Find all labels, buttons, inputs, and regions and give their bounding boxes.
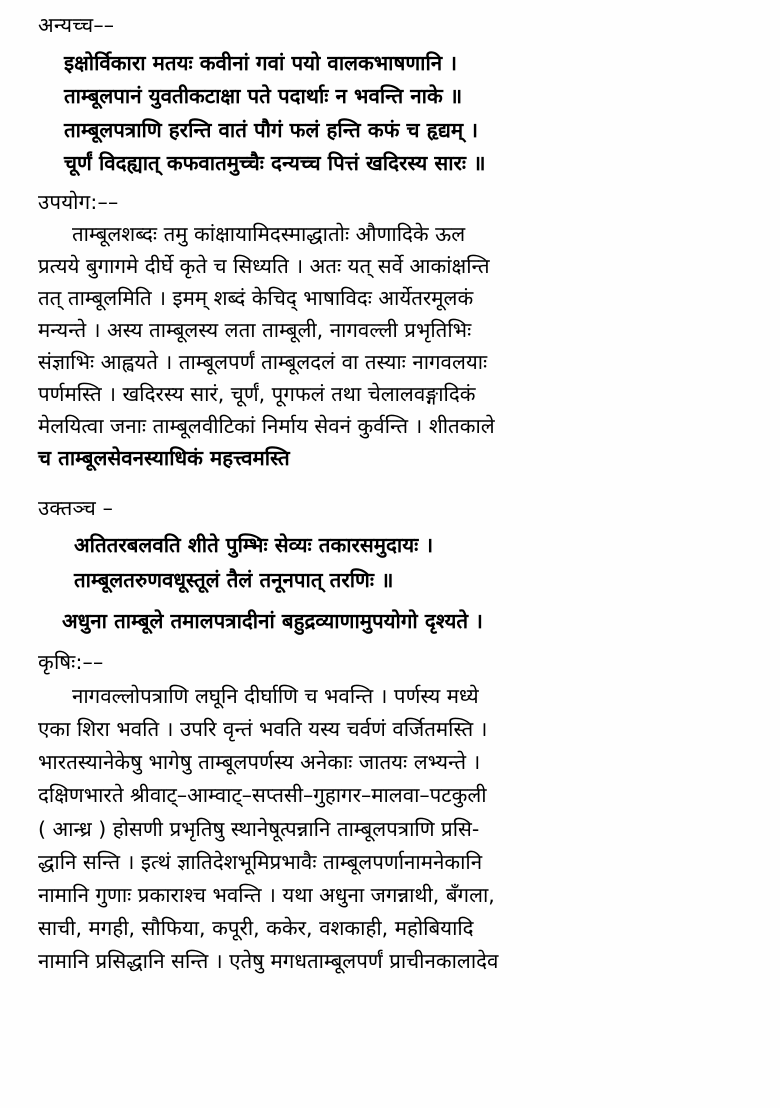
heading-uktam: उक्तञ्च – bbox=[38, 495, 114, 520]
prose-line: द्धानि सन्ति । इत्थं ज्ञातिदेशभूमिप्रभावैः ताम्बूलपर्णानामनेकानि bbox=[38, 849, 483, 874]
heading-krishi: कृषिः:–– bbox=[38, 650, 104, 675]
prose-line: मन्यन्ते । अस्य ताम्बूलस्य लता ताम्बूली, नागवल्ली प्रभृतिभिः bbox=[38, 318, 472, 342]
spacer bbox=[38, 181, 750, 189]
prose-line: भारतस्यानेकेषु भागेषु ताम्बूलपर्णस्य अनेकाः जातयः लभ्यन्ते । bbox=[38, 750, 481, 775]
prose-line: दक्षिणभारते श्रीवाट्–आम्वाट्–सप्तसी–गुहागर–मालवा–पटकुली bbox=[38, 783, 487, 808]
prose-line: साची, मगही, सौफिया, कपूरी, ककेर, वशकाही, महोबियादि bbox=[38, 916, 474, 941]
spacer bbox=[38, 475, 750, 493]
prose-line: तत् ताम्बूलमिति । इमम् शब्दं केचिद् भाषाविदः आर्येतरमूलकं bbox=[38, 286, 474, 311]
verse-block-uktam bbox=[74, 529, 750, 597]
prose-line: पर्णमस्ति । खदिरस्य सारं, चूर्णं, पूगफलं तथा चेलालवङ्गादिकं bbox=[38, 381, 476, 406]
prose-line: च ताम्बूलसेवनस्याधिकं महत्त्वमस्ति bbox=[38, 445, 290, 470]
prose-block-upayoga bbox=[38, 219, 750, 475]
prose-line: संज्ञाभिः आह्वयते । ताम्बूलपर्णं ताम्बूलदलं वा तस्याः नागवलयाः bbox=[38, 349, 488, 374]
verse-line: अतितरबलवति शीते पुम्भिः सेव्यः तकारसमुदायः । bbox=[74, 533, 434, 558]
prose-line: मेलयित्वा जनाः ताम्बूलवीटिकां निर्माय सेवनं कुर्वन्ति । शीतकाले bbox=[38, 413, 495, 438]
prose-line: ( आन्ध्र ) होसणी प्रभृतिषु स्थानेषूत्पन्नानि ताम्बूलपत्राणि प्रसि- bbox=[38, 816, 480, 841]
verse-line: ताम्बूलपत्राणि हरन्ति वातं पौगं फलं हन्ति कफं च हृद्यम् । bbox=[64, 117, 479, 142]
verse-line: ताम्बूलपानं युवतीकटाक्षा पते पदार्थाः न भवन्ति नाके ॥ bbox=[64, 84, 463, 109]
prose-line: एका शिरा भवति । उपरि वृन्तं भवति यस्य चर्वणं वर्जितमस्ति । bbox=[38, 716, 488, 741]
prose-line: ताम्बूलशब्दः तमु कांक्षायामिदस्माद्धातोः औणादिके ऊल bbox=[72, 222, 466, 247]
prose-line: प्रत्यये बुगागमे दीर्घे कृते च सिध्यति । अतः यत् सर्वे आकांक्षन्ति bbox=[38, 254, 490, 279]
prose-line: नागवल्लोपत्राणि लघूनि दीर्घाणि च भवन्ति । पर्णस्य मध्ये bbox=[72, 683, 479, 708]
verse-block-anyacca bbox=[64, 48, 750, 179]
prose-block-krishi bbox=[38, 680, 750, 979]
line-adhuna: अधुना ताम्बूले तमालपत्रादीनां बहुद्रव्याणामुपयोगो दृश्यते । bbox=[62, 609, 483, 634]
verse-line: ताम्बूलतरुणवधूस्तूलं तैलं तनूनपात् तरणिः ॥ bbox=[74, 568, 394, 593]
verse-line: चूर्णं विदह्यात् कफवातमुच्चैः दन्यच्च पित्तं खदिरस्य सारः ॥ bbox=[64, 150, 486, 175]
heading-upayoga: उपयोग:–– bbox=[38, 189, 119, 214]
heading-anyacca: अन्यच्च–– bbox=[38, 13, 115, 37]
prose-line: नामानि प्रसिद्धानि सन्ति । एतेषु मगधताम्बूलपर्णं प्राचीनकालादेव bbox=[38, 949, 499, 974]
prose-line: नामानि गुणाः प्रकाराश्च भवन्ति । यथा अधुना जगन्नाथी, बँगला, bbox=[38, 882, 495, 907]
verse-line: इक्षोर्विकारा मतयः कवीनां गवां पयो वालकभाषणानि । bbox=[64, 51, 458, 76]
